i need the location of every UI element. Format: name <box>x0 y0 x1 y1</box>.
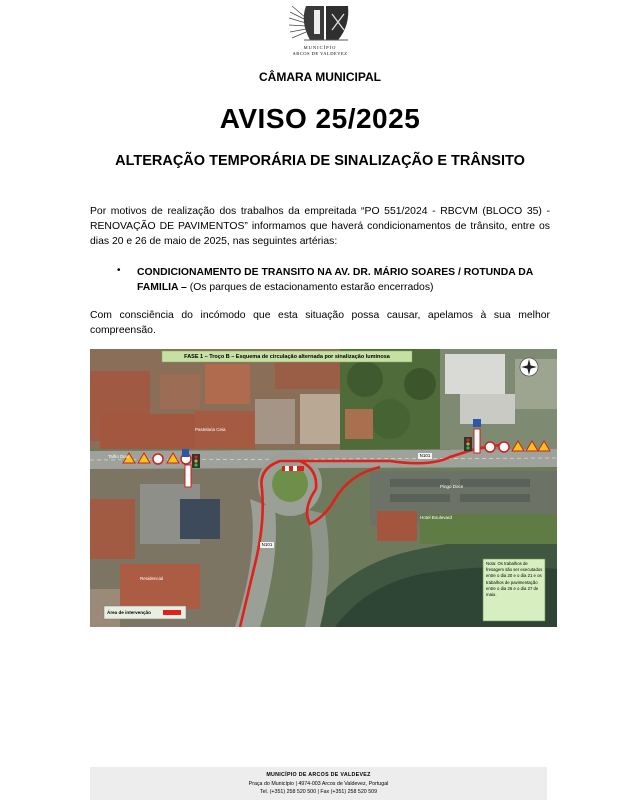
traffic-condition-bold: CONDICIONAMENTO DE TRANSITO NA AV. DR. MÁRIO SOARES / ROTUNDA DA FAMILIA – <box>137 267 533 293</box>
map-note: Nota: Os trabalhos de fresagem são ser executados entre o dia 20 e o dia 21 e os trabalhos de pavimentação entre o dia 26 e o dia 27 de maio. <box>486 561 543 598</box>
footer-address: Praça do Município | 4974-003 Arcos de Valdevez, Portugal <box>248 781 389 787</box>
logo-line-1: MUNICÍPIO <box>303 45 337 50</box>
logo-line-2: ARCOS DE VALDEVEZ <box>292 51 348 56</box>
intro-text-start: Por motivos de realização dos trabalhos da empreitada <box>90 206 362 217</box>
intro-text-end: informamos que haverá condicionamentos de trânsito, entre os dias 20 e 26 de maio de 2025, nas seguintes artérias: <box>90 221 550 247</box>
map-phase-banner: FASE 1 – Troço B – Esquema de circulação alternada por sinalização luminosa <box>184 354 390 360</box>
footer-municipality: MUNICÍPIO DE ARCOS DE VALDEVEZ <box>266 772 371 778</box>
notice-subtitle: ALTERAÇÃO TEMPORÁRIA DE SINALIZAÇÃO E TRÂNSITO <box>115 153 525 169</box>
place-label-5: Residencial <box>140 576 164 581</box>
organization-name: CÂMARA MUNICIPAL <box>259 70 381 84</box>
closing-paragraph: Com consciência do incómodo que esta situação possa causar, apelamos à sua melhor compreensão. <box>90 310 550 336</box>
road-label-n101-east: N101 <box>419 453 431 458</box>
place-label-3: Hotel Boulevard <box>420 515 453 520</box>
intro-project-name: “PO 551/2024 - RBCVM (BLOCO 35) - RENOVAÇÃO DE PAVIMENTOS” <box>90 206 550 232</box>
traffic-condition-note: (Os parques de estacionamento estarão encerrados) <box>186 282 434 293</box>
legend-label: Área de intervenção <box>107 610 151 615</box>
place-label-4: Talho Dias <box>108 454 130 459</box>
traffic-condition-item <box>137 265 549 295</box>
notice-title: AVISO 25/2025 <box>219 103 421 134</box>
road-label-n101-south: N101 <box>261 542 273 547</box>
footer <box>90 767 547 800</box>
footer-contacts: Tel. (+351) 258 520 500 | Fax (+351) 258 520 509 <box>259 789 378 795</box>
intro-paragraph <box>90 204 550 249</box>
bullet-marker: • <box>117 265 121 276</box>
place-label-2: Pingo Doce <box>440 484 464 489</box>
place-label-1: Pastelaria Ceia <box>195 427 226 432</box>
